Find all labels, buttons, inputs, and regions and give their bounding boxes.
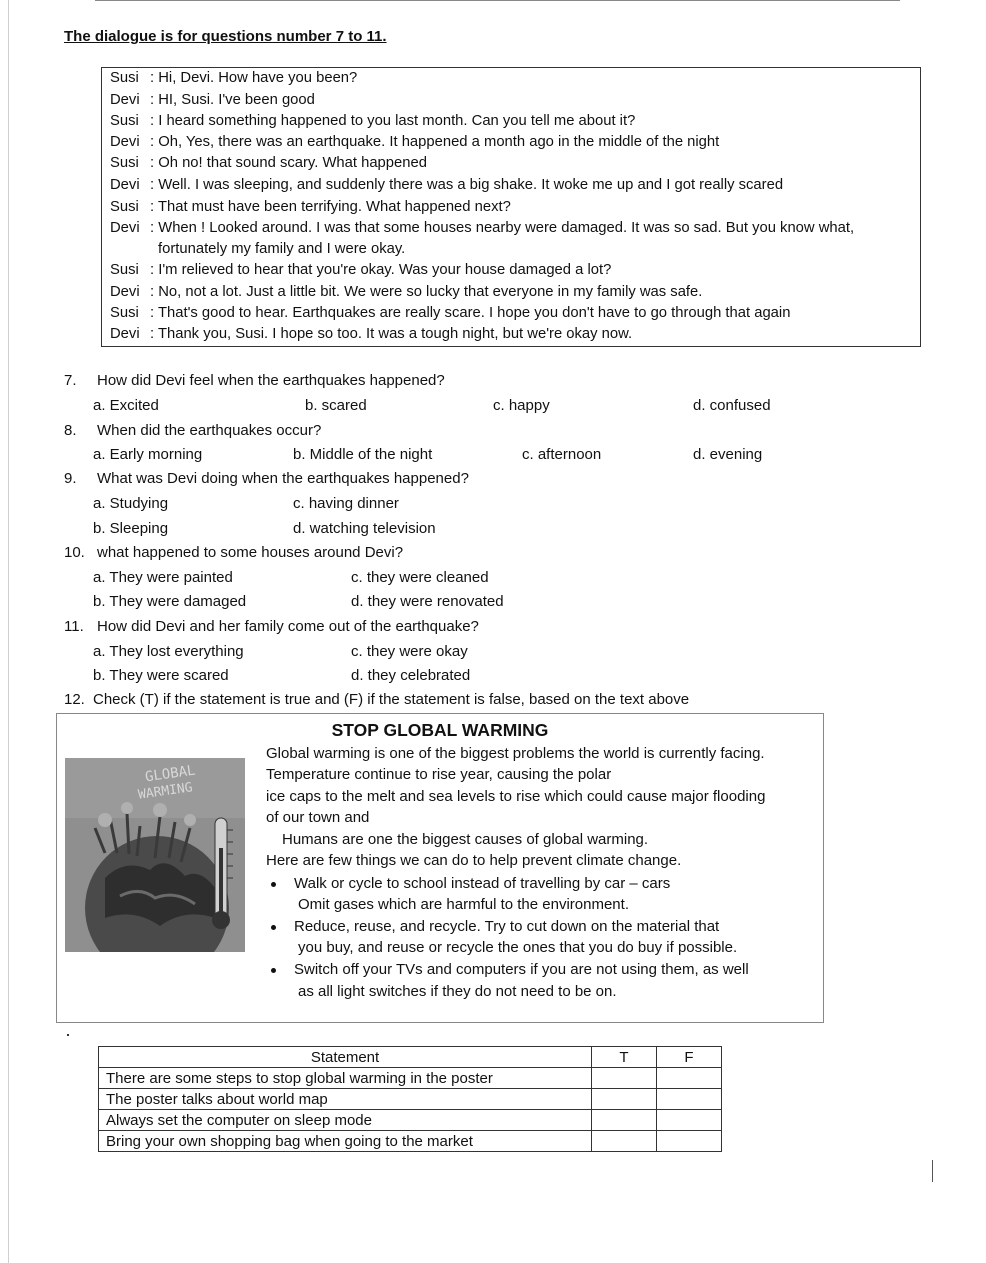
page-edge xyxy=(8,0,9,1263)
option: c. they were cleaned xyxy=(351,569,489,586)
option: d. evening xyxy=(693,446,763,463)
header-false: F xyxy=(657,1047,722,1068)
option: a. They were painted xyxy=(93,569,233,586)
table-row xyxy=(99,1131,722,1152)
dialogue-box xyxy=(101,67,921,347)
poster-line: Temperature continue to rise year, causing the polar xyxy=(266,766,612,783)
dialogue-line: Susi : That must have been terrifying. What happened next? xyxy=(110,199,511,215)
section-heading: The dialogue is for questions number 7 to 11. xyxy=(64,28,387,45)
option: a. Early morning xyxy=(93,446,203,463)
true-cell[interactable] xyxy=(592,1131,657,1152)
option: d. watching television xyxy=(293,520,436,537)
stray-mark xyxy=(67,1034,69,1036)
option: c. having dinner xyxy=(293,495,399,512)
dialogue-line: Devi : Well. I was sleeping, and suddenly there was a big shake. It woke me up and I got really scared xyxy=(110,177,784,193)
question-7: 7. How did Devi feel when the earthquakes happened? xyxy=(64,372,445,389)
table-row xyxy=(99,1068,722,1089)
statement-cell: The poster talks about world map xyxy=(99,1089,592,1110)
bullet-icon xyxy=(271,968,276,973)
text-cursor xyxy=(932,1160,933,1182)
statement-cell: Bring your own shopping bag when going to the market xyxy=(99,1131,592,1152)
bullet-text: Switch off your TVs and computers if you are not using them, as well xyxy=(294,961,749,978)
question-12: 12. Check (T) if the statement is true and (F) if the statement is false, based on the text above xyxy=(64,691,690,708)
option: d. they celebrated xyxy=(351,667,471,684)
poster-line: Here are few things we can do to help prevent climate change. xyxy=(266,852,682,869)
dialogue-line: Susi : I'm relieved to hear that you're okay. Was your house damaged a lot? xyxy=(110,262,612,278)
header-true: T xyxy=(592,1047,657,1068)
bullet-icon xyxy=(271,925,276,930)
global-warming-poster xyxy=(56,713,824,1023)
option: a. Studying xyxy=(93,495,169,512)
table-row xyxy=(99,1110,722,1131)
false-cell[interactable] xyxy=(657,1110,722,1131)
true-cell[interactable] xyxy=(592,1110,657,1131)
statement-cell: Always set the computer on sleep mode xyxy=(99,1110,592,1131)
option: b. Middle of the night xyxy=(293,446,433,463)
true-cell[interactable] xyxy=(592,1068,657,1089)
option: b. Sleeping xyxy=(93,520,169,537)
question-10: 10. what happened to some houses around Devi? xyxy=(64,544,404,561)
dialogue-line: Devi : When ! Looked around. I was that some houses nearby were damaged. It was so sad. But you know what, xyxy=(110,220,855,236)
image-label-top: GLOBAL xyxy=(144,762,197,786)
poster-title: STOP GLOBAL WARMING xyxy=(331,720,549,740)
question-8: 8. When did the earthquakes occur? xyxy=(64,422,322,439)
poster-line: ice caps to the melt and sea levels to rise which could cause major flooding xyxy=(266,788,766,805)
dialogue-line: Devi : No, not a lot. Just a little bit. We were so lucky that everyone in my family was safe. xyxy=(110,284,703,300)
option: a. They lost everything xyxy=(93,643,244,660)
image-label-bottom: WARMING xyxy=(137,780,194,803)
poster-line: Humans are one the biggest causes of global warming. xyxy=(282,831,649,848)
poster-line: of our town and xyxy=(266,809,370,826)
bullet-text: Omit gases which are harmful to the environment. xyxy=(298,896,629,913)
false-cell[interactable] xyxy=(657,1068,722,1089)
bullet-text: you buy, and reuse or recycle the ones that you do buy if possible. xyxy=(298,939,738,956)
dialogue-line: Devi : Thank you, Susi. I hope so too. It was a tough night, but we're okay now. xyxy=(110,326,633,342)
globe-illustration xyxy=(65,758,245,952)
dialogue-line: Susi : I heard something happened to you last month. Can you tell me about it? xyxy=(110,113,636,129)
false-cell[interactable] xyxy=(657,1089,722,1110)
option: a. Excited xyxy=(93,397,159,414)
bullet-text: Reduce, reuse, and recycle. Try to cut down on the material that xyxy=(294,918,720,935)
dialogue-line: Susi : Hi, Devi. How have you been? xyxy=(110,70,358,86)
bullet-icon xyxy=(271,882,276,887)
option: c. happy xyxy=(493,397,550,414)
dialogue-line: Devi : HI, Susi. I've been good xyxy=(110,92,315,108)
dialogue-line: Susi : Oh no! that sound scary. What happened xyxy=(110,155,427,171)
bullet-text: Walk or cycle to school instead of travelling by car – cars xyxy=(294,875,671,892)
option: b. They were damaged xyxy=(93,593,247,610)
question-11: 11. How did Devi and her family come out of the earthquake? xyxy=(64,618,479,635)
true-cell[interactable] xyxy=(592,1089,657,1110)
option: b. scared xyxy=(305,397,367,414)
header-statement: Statement xyxy=(99,1047,592,1068)
option: d. they were renovated xyxy=(351,593,504,610)
top-divider xyxy=(95,0,900,1)
option: b. They were scared xyxy=(93,667,229,684)
dialogue-line: Susi : That's good to hear. Earthquakes are really scare. I hope you don't have to go through that again xyxy=(110,305,791,321)
option: c. they were okay xyxy=(351,643,468,660)
poster-line: Global warming is one of the biggest problems the world is currently facing. xyxy=(266,745,765,762)
option: d. confused xyxy=(693,397,771,414)
table-row xyxy=(99,1089,722,1110)
table-header-row xyxy=(99,1047,722,1068)
statement-table xyxy=(98,1046,722,1152)
bullet-text: as all light switches if they do not need to be on. xyxy=(298,983,617,1000)
question-9: 9. What was Devi doing when the earthquakes happened? xyxy=(64,470,469,487)
option: c. afternoon xyxy=(522,446,602,463)
dialogue-line: fortunately my family and I were okay. xyxy=(158,241,406,257)
statement-cell: There are some steps to stop global warming in the poster xyxy=(99,1068,592,1089)
false-cell[interactable] xyxy=(657,1131,722,1152)
dialogue-line: Devi : Oh, Yes, there was an earthquake. It happened a month ago in the middle of the night xyxy=(110,134,720,150)
